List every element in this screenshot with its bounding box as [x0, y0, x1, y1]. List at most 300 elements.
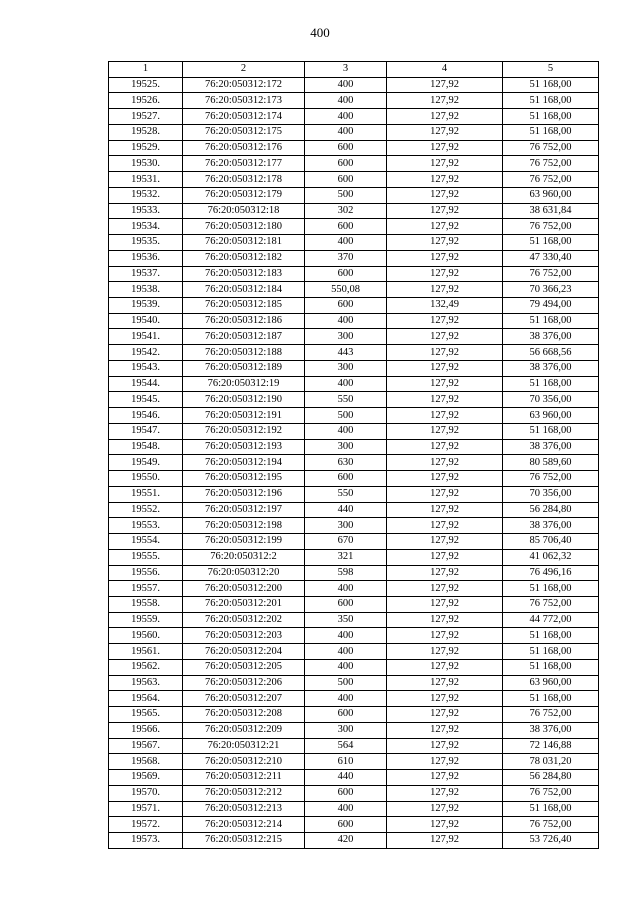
table-row: [109, 156, 599, 172]
area-cell: 300: [305, 329, 387, 345]
cadastral-number-cell: 76:20:050312:201: [183, 596, 305, 612]
amount-cell: 76 752,00: [503, 707, 599, 723]
amount-cell: 76 752,00: [503, 817, 599, 833]
table-row: [109, 172, 599, 188]
table-row: [109, 313, 599, 329]
cadastral-number-cell: 76:20:050312:210: [183, 754, 305, 770]
row-number-cell: 19558.: [109, 596, 183, 612]
cadastral-number-cell: 76:20:050312:198: [183, 518, 305, 534]
row-number-cell: 19555.: [109, 549, 183, 565]
rate-cell: 127,92: [387, 156, 503, 172]
rate-cell: 127,92: [387, 628, 503, 644]
area-cell: 400: [305, 644, 387, 660]
area-cell: 400: [305, 124, 387, 140]
area-cell: 302: [305, 203, 387, 219]
column-header-1: 1: [109, 62, 183, 78]
table-row: [109, 282, 599, 298]
row-number-cell: 19545.: [109, 392, 183, 408]
amount-cell: 79 494,00: [503, 298, 599, 314]
rate-cell: 127,92: [387, 691, 503, 707]
table-row: [109, 832, 599, 848]
rate-cell: 127,92: [387, 486, 503, 502]
table-header-row: [109, 62, 599, 78]
rate-cell: 127,92: [387, 360, 503, 376]
rate-cell: 127,92: [387, 423, 503, 439]
row-number-cell: 19573.: [109, 832, 183, 848]
table-row: [109, 801, 599, 817]
amount-cell: 70 366,23: [503, 282, 599, 298]
rate-cell: 127,92: [387, 235, 503, 251]
rate-cell: 127,92: [387, 770, 503, 786]
rate-cell: 127,92: [387, 140, 503, 156]
table-row: [109, 691, 599, 707]
amount-cell: 47 330,40: [503, 250, 599, 266]
row-number-cell: 19568.: [109, 754, 183, 770]
area-cell: 440: [305, 502, 387, 518]
cadastral-number-cell: 76:20:050312:172: [183, 77, 305, 93]
rate-cell: 127,92: [387, 549, 503, 565]
cadastral-number-cell: 76:20:050312:199: [183, 534, 305, 550]
cadastral-number-cell: 76:20:050312:173: [183, 93, 305, 109]
cadastral-number-cell: 76:20:050312:191: [183, 408, 305, 424]
cadastral-number-cell: 76:20:050312:197: [183, 502, 305, 518]
amount-cell: 53 726,40: [503, 832, 599, 848]
cadastral-number-cell: 76:20:050312:192: [183, 423, 305, 439]
area-cell: 600: [305, 140, 387, 156]
row-number-cell: 19565.: [109, 707, 183, 723]
table-row: [109, 486, 599, 502]
rate-cell: 127,92: [387, 738, 503, 754]
table-row: [109, 581, 599, 597]
table-row: [109, 408, 599, 424]
cadastral-number-cell: 76:20:050312:18: [183, 203, 305, 219]
column-header-5: 5: [503, 62, 599, 78]
rate-cell: 127,92: [387, 644, 503, 660]
table-row: [109, 392, 599, 408]
rate-cell: 127,92: [387, 659, 503, 675]
table-row: [109, 266, 599, 282]
rate-cell: 127,92: [387, 439, 503, 455]
table-row: [109, 738, 599, 754]
row-number-cell: 19552.: [109, 502, 183, 518]
row-number-cell: 19540.: [109, 313, 183, 329]
cadastral-number-cell: 76:20:050312:203: [183, 628, 305, 644]
area-cell: 600: [305, 172, 387, 188]
cadastral-number-cell: 76:20:050312:200: [183, 581, 305, 597]
cadastral-number-cell: 76:20:050312:215: [183, 832, 305, 848]
rate-cell: 127,92: [387, 754, 503, 770]
cadastral-number-cell: 76:20:050312:214: [183, 817, 305, 833]
rate-cell: 127,92: [387, 345, 503, 361]
rate-cell: 127,92: [387, 282, 503, 298]
amount-cell: 38 376,00: [503, 518, 599, 534]
amount-cell: 76 752,00: [503, 596, 599, 612]
rate-cell: 127,92: [387, 266, 503, 282]
row-number-cell: 19527.: [109, 109, 183, 125]
rate-cell: 127,92: [387, 502, 503, 518]
area-cell: 550: [305, 392, 387, 408]
table-row: [109, 707, 599, 723]
rate-cell: 127,92: [387, 675, 503, 691]
table-row: [109, 565, 599, 581]
table-row: [109, 329, 599, 345]
table-row: [109, 596, 599, 612]
area-cell: 400: [305, 691, 387, 707]
amount-cell: 63 960,00: [503, 408, 599, 424]
rate-cell: 127,92: [387, 313, 503, 329]
row-number-cell: 19564.: [109, 691, 183, 707]
table-row: [109, 360, 599, 376]
row-number-cell: 19551.: [109, 486, 183, 502]
amount-cell: 63 960,00: [503, 675, 599, 691]
area-cell: 550,08: [305, 282, 387, 298]
cadastral-number-cell: 76:20:050312:188: [183, 345, 305, 361]
row-number-cell: 19570.: [109, 785, 183, 801]
rate-cell: 127,92: [387, 518, 503, 534]
cadastral-number-cell: 76:20:050312:204: [183, 644, 305, 660]
rate-cell: 127,92: [387, 203, 503, 219]
amount-cell: 76 752,00: [503, 266, 599, 282]
table-row: [109, 817, 599, 833]
row-number-cell: 19559.: [109, 612, 183, 628]
area-cell: 670: [305, 534, 387, 550]
row-number-cell: 19560.: [109, 628, 183, 644]
rate-cell: 127,92: [387, 93, 503, 109]
amount-cell: 76 752,00: [503, 172, 599, 188]
table-row: [109, 659, 599, 675]
row-number-cell: 19543.: [109, 360, 183, 376]
row-number-cell: 19549.: [109, 455, 183, 471]
table-row: [109, 219, 599, 235]
row-number-cell: 19526.: [109, 93, 183, 109]
cadastral-number-cell: 76:20:050312:182: [183, 250, 305, 266]
area-cell: 600: [305, 707, 387, 723]
page-number: 400: [310, 25, 330, 40]
rate-cell: 127,92: [387, 408, 503, 424]
cadastral-number-cell: 76:20:050312:179: [183, 187, 305, 203]
table-row: [109, 770, 599, 786]
row-number-cell: 19563.: [109, 675, 183, 691]
table-row: [109, 612, 599, 628]
area-cell: 550: [305, 486, 387, 502]
amount-cell: 51 168,00: [503, 659, 599, 675]
table-row: [109, 675, 599, 691]
row-number-cell: 19561.: [109, 644, 183, 660]
cadastral-number-cell: 76:20:050312:193: [183, 439, 305, 455]
rate-cell: 127,92: [387, 707, 503, 723]
cadastral-number-cell: 76:20:050312:21: [183, 738, 305, 754]
amount-cell: 44 772,00: [503, 612, 599, 628]
area-cell: 400: [305, 659, 387, 675]
table-row: [109, 502, 599, 518]
row-number-cell: 19547.: [109, 423, 183, 439]
rate-cell: 127,92: [387, 376, 503, 392]
cadastral-number-cell: 76:20:050312:205: [183, 659, 305, 675]
cadastral-number-cell: 76:20:050312:206: [183, 675, 305, 691]
row-number-cell: 19541.: [109, 329, 183, 345]
rate-cell: 127,92: [387, 801, 503, 817]
amount-cell: 76 496,16: [503, 565, 599, 581]
table-row: [109, 187, 599, 203]
area-cell: 600: [305, 298, 387, 314]
rate-cell: 127,92: [387, 612, 503, 628]
table-row: [109, 439, 599, 455]
table-row: [109, 423, 599, 439]
area-cell: 400: [305, 109, 387, 125]
cadastral-number-cell: 76:20:050312:207: [183, 691, 305, 707]
area-cell: 600: [305, 785, 387, 801]
cadastral-number-cell: 76:20:050312:208: [183, 707, 305, 723]
table-row: [109, 345, 599, 361]
area-cell: 400: [305, 235, 387, 251]
area-cell: 564: [305, 738, 387, 754]
area-cell: 500: [305, 408, 387, 424]
row-number-cell: 19538.: [109, 282, 183, 298]
rate-cell: 127,92: [387, 565, 503, 581]
cadastral-number-cell: 76:20:050312:19: [183, 376, 305, 392]
amount-cell: 51 168,00: [503, 691, 599, 707]
area-cell: 420: [305, 832, 387, 848]
rate-cell: 127,92: [387, 832, 503, 848]
cadastral-table: [108, 61, 599, 849]
rate-cell: 127,92: [387, 124, 503, 140]
amount-cell: 51 168,00: [503, 801, 599, 817]
amount-cell: 76 752,00: [503, 219, 599, 235]
table-body: [109, 77, 599, 848]
area-cell: 600: [305, 817, 387, 833]
amount-cell: 38 376,00: [503, 722, 599, 738]
table-row: [109, 203, 599, 219]
amount-cell: 38 376,00: [503, 329, 599, 345]
column-header-4: 4: [387, 62, 503, 78]
row-number-cell: 19553.: [109, 518, 183, 534]
area-cell: 610: [305, 754, 387, 770]
area-cell: 400: [305, 313, 387, 329]
rate-cell: 127,92: [387, 109, 503, 125]
row-number-cell: 19534.: [109, 219, 183, 235]
area-cell: 598: [305, 565, 387, 581]
cadastral-number-cell: 76:20:050312:184: [183, 282, 305, 298]
rate-cell: 127,92: [387, 722, 503, 738]
cadastral-number-cell: 76:20:050312:212: [183, 785, 305, 801]
cadastral-number-cell: 76:20:050312:211: [183, 770, 305, 786]
cadastral-number-cell: 76:20:050312:185: [183, 298, 305, 314]
rate-cell: 127,92: [387, 817, 503, 833]
column-header-3: 3: [305, 62, 387, 78]
table-row: [109, 518, 599, 534]
row-number-cell: 19530.: [109, 156, 183, 172]
area-cell: 500: [305, 675, 387, 691]
amount-cell: 51 168,00: [503, 235, 599, 251]
area-cell: 500: [305, 187, 387, 203]
cadastral-number-cell: 76:20:050312:176: [183, 140, 305, 156]
area-cell: 400: [305, 93, 387, 109]
amount-cell: 51 168,00: [503, 644, 599, 660]
amount-cell: 51 168,00: [503, 124, 599, 140]
cadastral-number-cell: 76:20:050312:178: [183, 172, 305, 188]
cadastral-number-cell: 76:20:050312:213: [183, 801, 305, 817]
table-row: [109, 93, 599, 109]
amount-cell: 70 356,00: [503, 392, 599, 408]
row-number-cell: 19569.: [109, 770, 183, 786]
table-row: [109, 534, 599, 550]
rate-cell: 127,92: [387, 172, 503, 188]
row-number-cell: 19548.: [109, 439, 183, 455]
table-row: [109, 124, 599, 140]
amount-cell: 56 284,80: [503, 770, 599, 786]
area-cell: 370: [305, 250, 387, 266]
amount-cell: 76 752,00: [503, 785, 599, 801]
rate-cell: 127,92: [387, 219, 503, 235]
amount-cell: 56 668,56: [503, 345, 599, 361]
amount-cell: 78 031,20: [503, 754, 599, 770]
cadastral-number-cell: 76:20:050312:194: [183, 455, 305, 471]
amount-cell: 51 168,00: [503, 93, 599, 109]
area-cell: 440: [305, 770, 387, 786]
row-number-cell: 19572.: [109, 817, 183, 833]
amount-cell: 38 376,00: [503, 439, 599, 455]
area-cell: 400: [305, 423, 387, 439]
area-cell: 300: [305, 722, 387, 738]
rate-cell: 127,92: [387, 329, 503, 345]
table-row: [109, 628, 599, 644]
row-number-cell: 19536.: [109, 250, 183, 266]
area-cell: 443: [305, 345, 387, 361]
area-cell: 300: [305, 360, 387, 376]
rate-cell: 127,92: [387, 455, 503, 471]
rate-cell: 127,92: [387, 471, 503, 487]
area-cell: 600: [305, 219, 387, 235]
row-number-cell: 19550.: [109, 471, 183, 487]
rate-cell: 127,92: [387, 785, 503, 801]
row-number-cell: 19566.: [109, 722, 183, 738]
row-number-cell: 19532.: [109, 187, 183, 203]
cadastral-number-cell: 76:20:050312:174: [183, 109, 305, 125]
cadastral-number-cell: 76:20:050312:181: [183, 235, 305, 251]
area-cell: 600: [305, 596, 387, 612]
amount-cell: 70 356,00: [503, 486, 599, 502]
table-row: [109, 754, 599, 770]
rate-cell: 127,92: [387, 534, 503, 550]
area-cell: 630: [305, 455, 387, 471]
row-number-cell: 19556.: [109, 565, 183, 581]
row-number-cell: 19567.: [109, 738, 183, 754]
row-number-cell: 19571.: [109, 801, 183, 817]
table-row: [109, 549, 599, 565]
table-row: [109, 785, 599, 801]
amount-cell: 72 146,88: [503, 738, 599, 754]
cadastral-number-cell: 76:20:050312:20: [183, 565, 305, 581]
table-row: [109, 471, 599, 487]
cadastral-number-cell: 76:20:050312:196: [183, 486, 305, 502]
amount-cell: 51 168,00: [503, 628, 599, 644]
rate-cell: 127,92: [387, 77, 503, 93]
table-row: [109, 376, 599, 392]
area-cell: 600: [305, 266, 387, 282]
cadastral-number-cell: 76:20:050312:186: [183, 313, 305, 329]
amount-cell: 76 752,00: [503, 140, 599, 156]
column-header-2: 2: [183, 62, 305, 78]
rate-cell: 127,92: [387, 250, 503, 266]
table-row: [109, 140, 599, 156]
table-row: [109, 109, 599, 125]
cadastral-number-cell: 76:20:050312:209: [183, 722, 305, 738]
row-number-cell: 19554.: [109, 534, 183, 550]
area-cell: 400: [305, 77, 387, 93]
row-number-cell: 19525.: [109, 77, 183, 93]
table-row: [109, 455, 599, 471]
row-number-cell: 19539.: [109, 298, 183, 314]
amount-cell: 85 706,40: [503, 534, 599, 550]
amount-cell: 51 168,00: [503, 313, 599, 329]
row-number-cell: 19528.: [109, 124, 183, 140]
rate-cell: 127,92: [387, 581, 503, 597]
amount-cell: 76 752,00: [503, 156, 599, 172]
amount-cell: 51 168,00: [503, 77, 599, 93]
cadastral-number-cell: 76:20:050312:2: [183, 549, 305, 565]
amount-cell: 51 168,00: [503, 109, 599, 125]
amount-cell: 76 752,00: [503, 471, 599, 487]
row-number-cell: 19529.: [109, 140, 183, 156]
table-row: [109, 722, 599, 738]
cadastral-number-cell: 76:20:050312:175: [183, 124, 305, 140]
area-cell: 600: [305, 156, 387, 172]
cadastral-number-cell: 76:20:050312:195: [183, 471, 305, 487]
area-cell: 400: [305, 628, 387, 644]
amount-cell: 51 168,00: [503, 376, 599, 392]
amount-cell: 63 960,00: [503, 187, 599, 203]
row-number-cell: 19531.: [109, 172, 183, 188]
amount-cell: 38 376,00: [503, 360, 599, 376]
row-number-cell: 19533.: [109, 203, 183, 219]
area-cell: 350: [305, 612, 387, 628]
table-row: [109, 298, 599, 314]
row-number-cell: 19535.: [109, 235, 183, 251]
rate-cell: 127,92: [387, 392, 503, 408]
table-row: [109, 77, 599, 93]
cadastral-number-cell: 76:20:050312:187: [183, 329, 305, 345]
table-row: [109, 250, 599, 266]
amount-cell: 80 589,60: [503, 455, 599, 471]
area-cell: 321: [305, 549, 387, 565]
cadastral-number-cell: 76:20:050312:177: [183, 156, 305, 172]
rate-cell: 127,92: [387, 187, 503, 203]
amount-cell: 51 168,00: [503, 423, 599, 439]
cadastral-number-cell: 76:20:050312:202: [183, 612, 305, 628]
row-number-cell: 19537.: [109, 266, 183, 282]
area-cell: 300: [305, 439, 387, 455]
area-cell: 300: [305, 518, 387, 534]
rate-cell: 132,49: [387, 298, 503, 314]
cadastral-number-cell: 76:20:050312:190: [183, 392, 305, 408]
amount-cell: 41 062,32: [503, 549, 599, 565]
row-number-cell: 19546.: [109, 408, 183, 424]
row-number-cell: 19544.: [109, 376, 183, 392]
amount-cell: 56 284,80: [503, 502, 599, 518]
row-number-cell: 19557.: [109, 581, 183, 597]
area-cell: 400: [305, 376, 387, 392]
rate-cell: 127,92: [387, 596, 503, 612]
area-cell: 400: [305, 801, 387, 817]
amount-cell: 38 631,84: [503, 203, 599, 219]
cadastral-number-cell: 76:20:050312:180: [183, 219, 305, 235]
table-row: [109, 644, 599, 660]
amount-cell: 51 168,00: [503, 581, 599, 597]
cadastral-number-cell: 76:20:050312:183: [183, 266, 305, 282]
row-number-cell: 19542.: [109, 345, 183, 361]
area-cell: 600: [305, 471, 387, 487]
table-row: [109, 235, 599, 251]
